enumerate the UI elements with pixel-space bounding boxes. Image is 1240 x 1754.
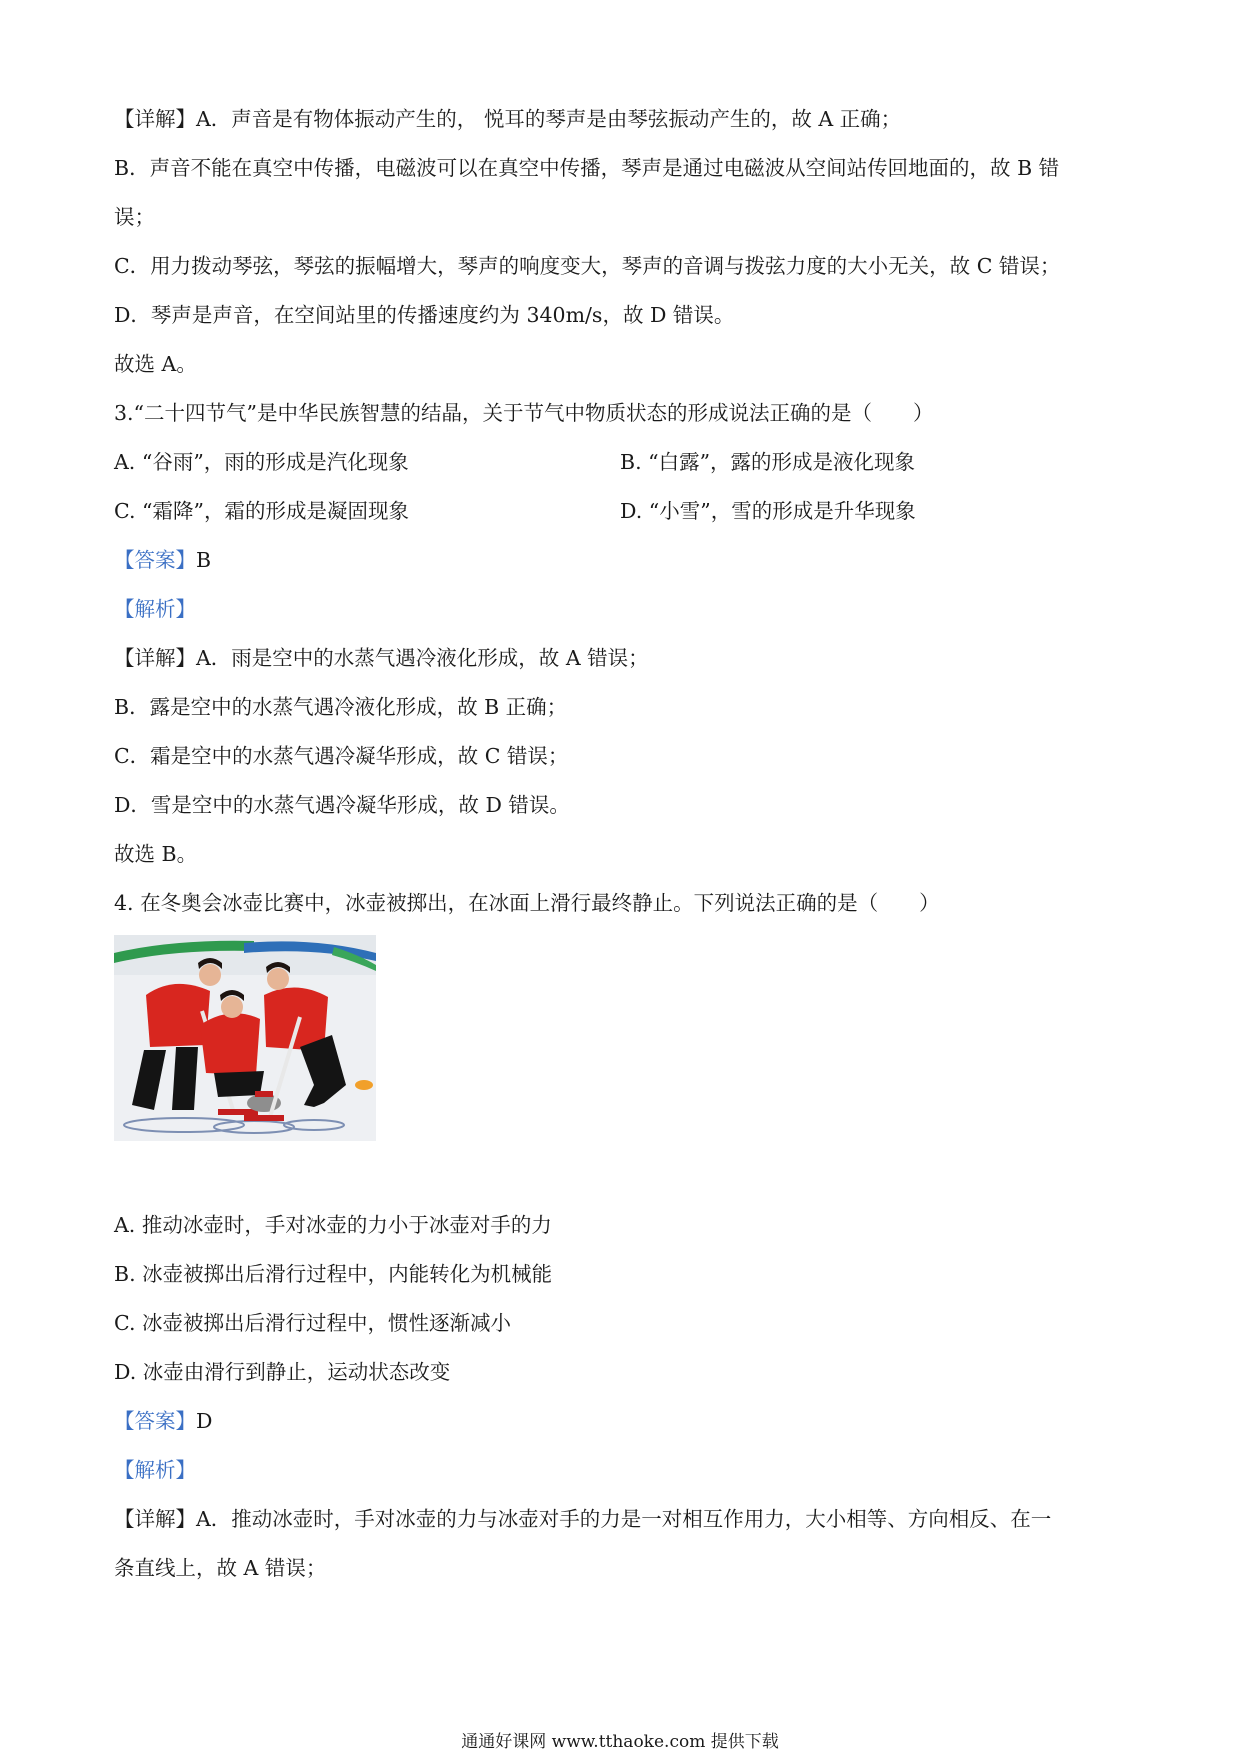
- curling-illustration: [114, 935, 376, 1141]
- analysis-tag: 【解析】: [114, 597, 196, 621]
- q2-detail-d: D．琴声是声音，在空间站里的传播速度约为 340m/s，故 D 错误。: [114, 303, 735, 327]
- curling-photo: [114, 935, 376, 1141]
- q3-detail-a: 【详解】A．雨是空中的水蒸气遇冷液化形成，故 A 错误；: [114, 646, 649, 670]
- q4-stem: 4. 在冬奥会冰壶比赛中，冰壶被掷出，在冰面上滑行最终静止。下列说法正确的是（ ）: [114, 891, 940, 915]
- q3-answer: 【答案】B: [114, 548, 212, 572]
- q4-option-c: C. 冰壶被掷出后滑行过程中，惯性逐渐减小: [114, 1311, 511, 1335]
- q3-stem: 3.“二十四节气”是中华民族智慧的结晶，关于节气中物质状态的形成说法正确的是（ ）: [114, 401, 934, 425]
- q4-option-b: B. 冰壶被掷出后滑行过程中，内能转化为机械能: [114, 1262, 553, 1286]
- answer-tag: 【答案】: [114, 548, 196, 572]
- q3-option-a: A. “谷雨”，雨的形成是汽化现象: [114, 450, 409, 474]
- q2-detail-b-cont: 误；: [114, 205, 155, 229]
- q4-detail-a-cont: 条直线上，故 A 错误；: [114, 1556, 327, 1580]
- q2-detail-b: B．声音不能在真空中传播，电磁波可以在真空中传播，琴声是通过电磁波从空间站传回地面的，故 B 错: [114, 156, 1060, 180]
- q2-detail-a: 【详解】A．声音是有物体振动产生的， 悦耳的琴声是由琴弦振动产生的，故 A 正确；: [114, 107, 902, 131]
- q3-detail-c: C．霜是空中的水蒸气遇冷凝华形成，故 C 错误；: [114, 744, 569, 768]
- q4-analysis: [114, 1455, 196, 1485]
- q4-option-d: D. 冰壶由滑行到静止，运动状态改变: [114, 1360, 451, 1384]
- detail-tag: 【详解】: [114, 1507, 196, 1531]
- answer-tag: 【答案】: [114, 1409, 196, 1433]
- q3-option-c: C. “霜降”，霜的形成是凝固现象: [114, 499, 409, 523]
- q4-answer: 【答案】D: [114, 1409, 213, 1433]
- q2-detail-c: C．用力拨动琴弦，琴弦的振幅增大，琴声的响度变大，琴声的音调与拨弦力度的大小无关，故 C 错误；: [114, 254, 1061, 278]
- page-footer: 通通好课网 www.tthaoke.com 提供下载: [461, 1732, 779, 1752]
- q3-option-d: D. “小雪”，雪的形成是升华现象: [620, 499, 916, 523]
- q3-detail-d: D．雪是空中的水蒸气遇冷凝华形成，故 D 错误。: [114, 793, 570, 817]
- analysis-tag: 【解析】: [114, 1458, 196, 1482]
- q4-detail-a: 【详解】A．推动冰壶时，手对冰壶的力与冰壶对手的力是一对相互作用力，大小相等、方向相反、在一: [114, 1507, 1052, 1531]
- detail-tag: 【详解】: [114, 646, 196, 670]
- q3-detail-b: B．露是空中的水蒸气遇冷液化形成，故 B 正确；: [114, 695, 568, 719]
- q3-analysis: [114, 594, 196, 624]
- q3-option-b: B. “白露”，露的形成是液化现象: [620, 450, 916, 474]
- q4-option-a: A. 推动冰壶时，手对冰壶的力小于冰壶对手的力: [114, 1213, 552, 1237]
- q2-conclusion: 故选 A。: [114, 352, 197, 376]
- q3-conclusion: 故选 B。: [114, 842, 198, 866]
- detail-tag: 【详解】: [114, 107, 196, 131]
